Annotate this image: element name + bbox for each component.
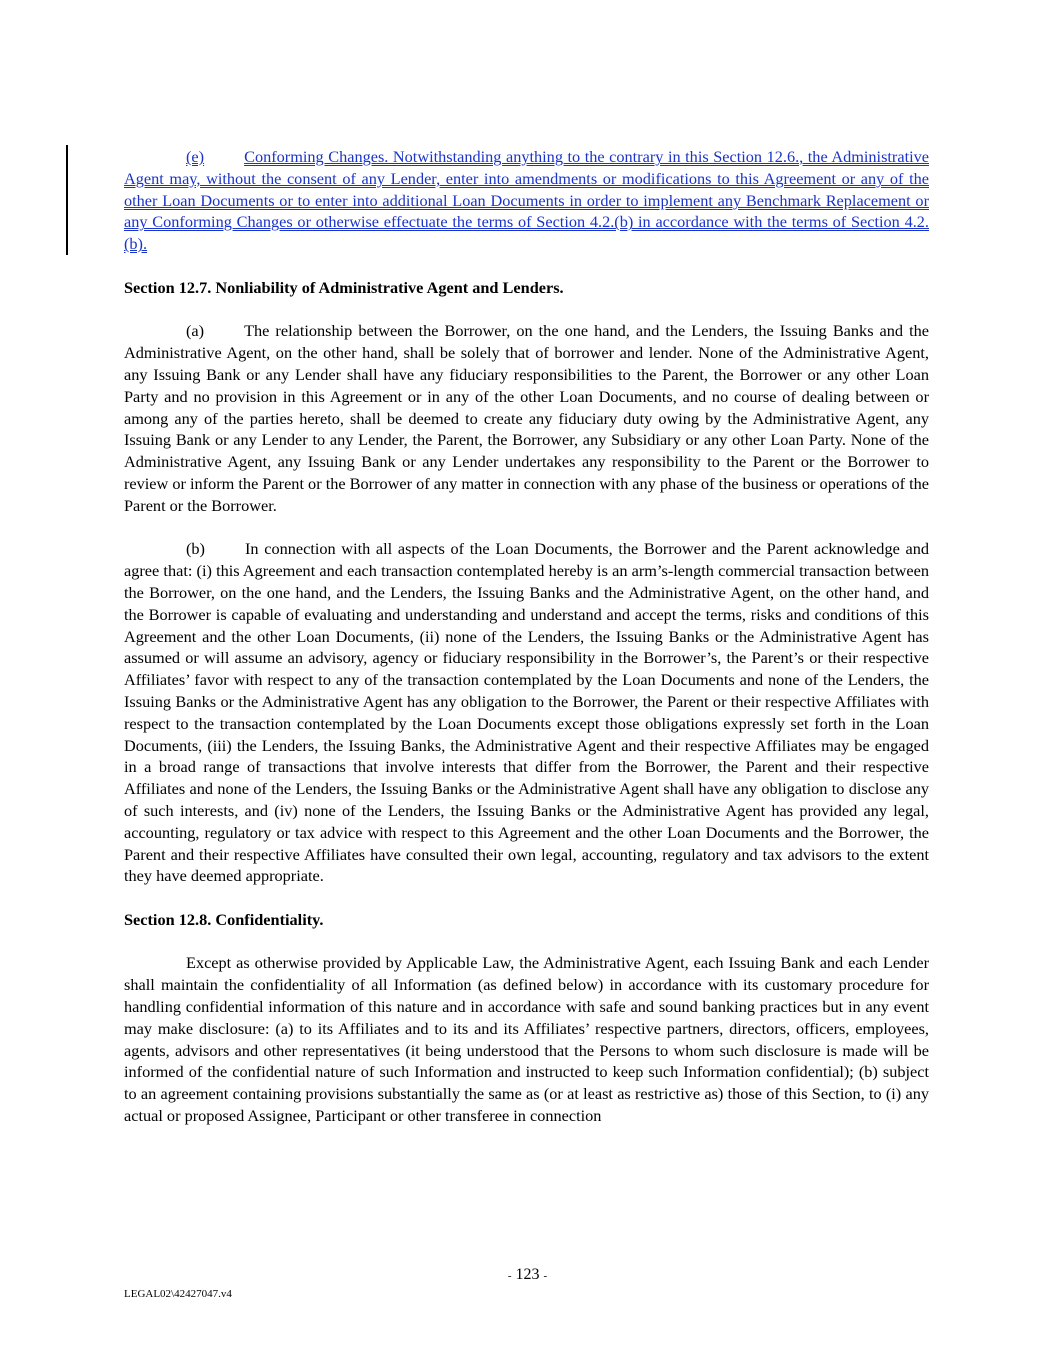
section-12-7-heading: Section 12.7. Nonliability of Administrative Agent and Lenders.	[124, 277, 564, 297]
revision-change-bar	[66, 145, 68, 255]
paragraph-label-e: (e)	[186, 147, 205, 166]
paragraph-12-8	[124, 952, 929, 1126]
paragraph-conforming-changes	[124, 146, 929, 255]
paragraph-12-7-a-text: The relationship between the Borrower, on the one hand, and the Lenders, the Issuing Banks and the Administrative Agent, on the other hand, shall be solely that of borrower and lender. None of the Administrative Agent, any Issuing Bank or any Lender shall have any fiduciary responsibilities to the Parent, the Borrower or any other Loan Party and no provision in this Agreement or in any of the other Loan Documents, and no course of dealing between or among any of the parties hereto, shall be deemed to create any fiduciary duty owing by the Administrative Agent, any Issuing Bank or any Lender to any Lender, the Parent, the Borrower, any Subsidiary or any other Loan Party. None of the Administrative Agent, any Issuing Bank or any Lender undertakes any responsibility to the Parent or the Borrower to review or inform the Parent or the Borrower of any matter in connection with any phase of the business or operations of the Parent or the Borrower.	[124, 321, 929, 515]
document-body	[124, 146, 929, 1149]
paragraph-12-8-text: Except as otherwise provided by Applicable Law, the Administrative Agent, each Issuing Bank and each Lender shall maintain the confidentiality of all Information (as defined below) in accordance with its customary procedure for handling confidential information of this nature and in accordance with safe and sound banking practices but in any event may make disclosure: (a) to its Affiliates and to its and its Affiliates’ respective partners, directors, officers, employees, agents, advisors and other representatives (it being understood that the Persons to whom such disclosure is made will be informed of the confidential nature of such Information and instructed to keep such Information confidential); (b) subject to an agreement containing provisions substantially the same as (or at least as restrictive as) those of this Section, to (i) any actual or proposed Assignee, Participant or other transferee in connection	[124, 953, 929, 1126]
page-number	[0, 1266, 1055, 1284]
page-number-dash-left: -	[507, 1270, 512, 1282]
paragraph-12-7-a	[124, 320, 929, 516]
paragraph-12-7-b-text: In connection with all aspects of the Loan Documents, the Borrower and the Parent acknowledge and agree that: (i) this Agreement and each transaction contemplated hereby is an arm’s-length commercial transaction between the Borrower, on the one hand, and the Lenders, the Issuing Banks and the Administrative Agent, on the other hand, and the Borrower is capable of evaluating and understanding and understand and accept the terms, risks and conditions of this Agreement and the other Loan Documents, (ii) none of the Lenders, the Issuing Banks or the Administrative Agent has assumed or will assume an advisory, agency or fiduciary responsibility in the Borrower’s, the Parent’s or their respective Affiliates’ favor with respect to any of the transaction contemplated by the Loan Documents and none of the Lenders, the Issuing Banks or the Administrative Agent has any obligation to the Borrower, the Parent or their respective Affiliates with respect to the transaction contemplated by the Loan Documents except those obligations expressly set forth in the Loan Documents, (iii) the Lenders, the Issuing Banks, the Administrative Agent and their respective Affiliates may be engaged in a broad range of transactions that involve interests that differ from the Borrower, the Parent and their respective Affiliates and none of the Lenders, the Issuing Banks or the Administrative Agent shall have any obligation to disclose any of such interests, and (iv) none of the Lenders, the Issuing Banks or the Administrative Agent has provided any legal, accounting, regulatory or tax advice with respect to this Agreement and the other Loan Documents and the Borrower, the Parent and their respective Affiliates have consulted their own legal, accounting, regulatory and tax advisors to the extent they have deemed appropriate.	[124, 539, 929, 886]
paragraph-label-b: (b)	[186, 539, 205, 559]
page-number-value: 123	[515, 1266, 540, 1283]
conforming-changes-text: Conforming Changes. Notwithstanding anything to the contrary in this Section 12.6., the Administrative Agent may, without the consent of any Lender, enter into amendments or modifications to this Agreement or any of the other Loan Documents or to enter into additional Loan Documents in order to implement any Benchmark Replacement or any Conforming Changes or otherwise effectuate the terms of Section 4.2.(b) in accordance with the terms of Section 4.2.(b).	[124, 147, 929, 254]
section-12-8-heading: Section 12.8. Confidentiality.	[124, 909, 324, 929]
page-number-dash-right: -	[543, 1270, 548, 1282]
document-id: LEGAL02\42427047.v4	[124, 1288, 232, 1300]
paragraph-12-7-b	[124, 538, 929, 887]
paragraph-label-a: (a)	[186, 321, 205, 341]
